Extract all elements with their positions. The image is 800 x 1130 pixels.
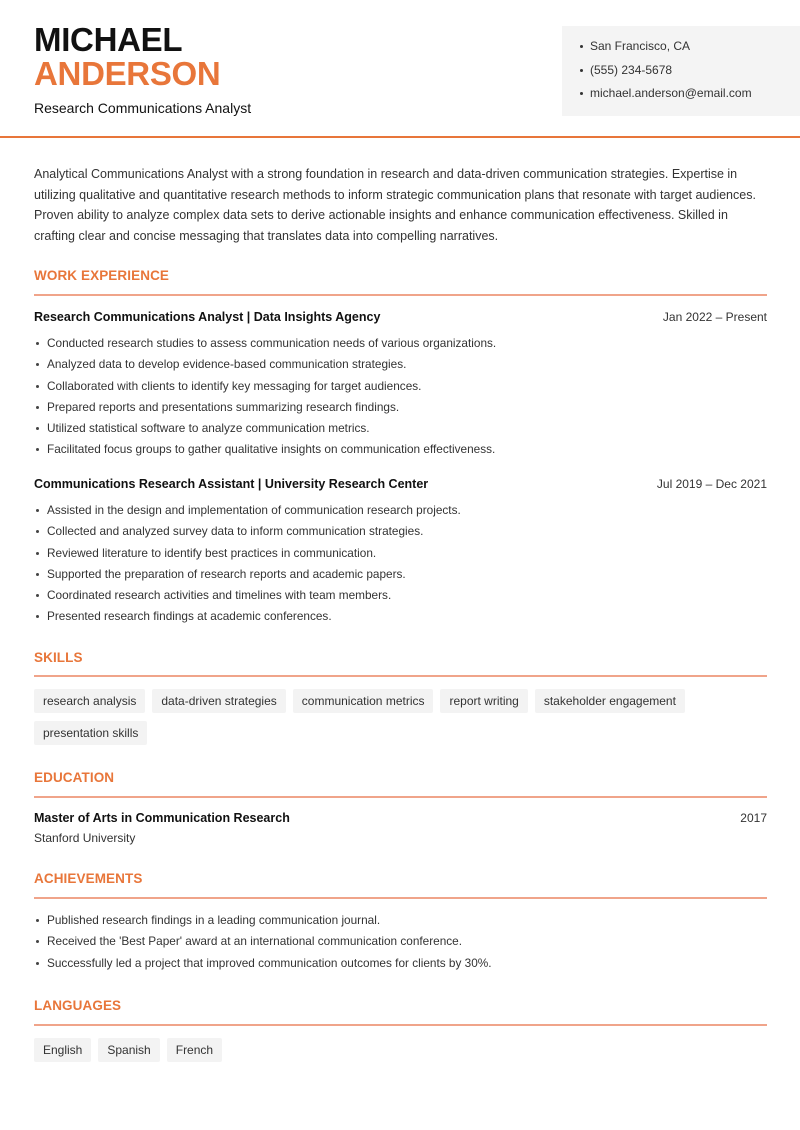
- skill-tag: communication metrics: [293, 689, 434, 713]
- section-title-skills: SKILLS: [34, 650, 83, 665]
- section-divider: [34, 675, 767, 677]
- list-item: Facilitated focus groups to gather qualitative insights on communication effectiveness.: [34, 442, 496, 463]
- list-item: Collected and analyzed survey data to inform communication strategies.: [34, 524, 461, 545]
- section-divider: [34, 897, 767, 899]
- section-divider: [34, 294, 767, 296]
- last-name: ANDERSON: [34, 55, 221, 92]
- contact-phone: (555) 234-5678: [578, 63, 800, 87]
- contact-email[interactable]: michael.anderson@email.com: [578, 86, 800, 110]
- education-header: [34, 811, 767, 829]
- resume-header: [0, 0, 800, 138]
- skill-tag: stakeholder engagement: [535, 689, 685, 713]
- job-date: Jan 2022 – Present: [662, 310, 767, 324]
- language-tag: French: [167, 1038, 222, 1062]
- contact-box: [562, 26, 800, 116]
- language-tag: English: [34, 1038, 91, 1062]
- language-tag: Spanish: [98, 1038, 159, 1062]
- list-item: Supported the preparation of research reports and academic papers.: [34, 567, 461, 588]
- skill-tag: data-driven strategies: [152, 689, 285, 713]
- candidate-name: [34, 23, 220, 91]
- job-header: [34, 477, 767, 495]
- job-bullets: [34, 503, 461, 631]
- first-name: MICHAEL: [34, 21, 183, 58]
- section-title-education: EDUCATION: [34, 770, 115, 785]
- job-title: Research Communications Analyst: [34, 100, 252, 116]
- job-bullets: [34, 336, 496, 464]
- school-name: Stanford University: [34, 831, 136, 845]
- section-title-work-experience: WORK EXPERIENCE: [34, 268, 170, 283]
- list-item: Published research findings in a leading communication journal.: [34, 913, 492, 934]
- skill-tag: report writing: [440, 689, 527, 713]
- section-divider: [34, 796, 767, 798]
- job-role: Research Communications Analyst | Data Insights Agency: [34, 310, 381, 324]
- section-divider: [34, 1024, 767, 1026]
- list-item: Successfully led a project that improved communication outcomes for clients by 30%.: [34, 956, 492, 977]
- achievements-list: [34, 913, 492, 977]
- list-item: Assisted in the design and implementation of communication research projects.: [34, 503, 461, 524]
- degree: Master of Arts in Communication Research: [34, 811, 290, 825]
- graduation-year: 2017: [740, 811, 767, 825]
- list-item: Coordinated research activities and timelines with team members.: [34, 588, 461, 609]
- section-title-languages: LANGUAGES: [34, 998, 122, 1013]
- list-item: Conducted research studies to assess communication needs of various organizations.: [34, 336, 496, 357]
- list-item: Presented research findings at academic conferences.: [34, 609, 461, 630]
- skill-tag: presentation skills: [34, 721, 147, 745]
- job-date: Jul 2019 – Dec 2021: [656, 477, 767, 491]
- list-item: Collaborated with clients to identify key messaging for target audiences.: [34, 379, 496, 400]
- languages-list: [34, 1038, 774, 1062]
- contact-location: San Francisco, CA: [578, 39, 800, 63]
- job-header: [34, 310, 767, 328]
- job-role: Communications Research Assistant | University Research Center: [34, 477, 429, 491]
- skills-list: [34, 689, 774, 745]
- section-title-achievements: ACHIEVEMENTS: [34, 871, 143, 886]
- list-item: Reviewed literature to identify best practices in communication.: [34, 546, 461, 567]
- list-item: Received the 'Best Paper' award at an international communication conference.: [34, 934, 492, 955]
- list-item: Analyzed data to develop evidence-based communication strategies.: [34, 357, 496, 378]
- summary: Analytical Communications Analyst with a strong foundation in research and data-driven communication strategies. Expertise in utilizing qualitative and quantitative research methods to inform strategic communication plans that resonate with target audiences. Proven ability to analyze complex data sets to derive actionable insights and enhance communication effectiveness. Skilled in crafting clear and concise messaging that translates data into compelling narratives.: [34, 167, 756, 243]
- list-item: Prepared reports and presentations summarizing research findings.: [34, 400, 496, 421]
- list-item: Utilized statistical software to analyze communication metrics.: [34, 421, 496, 442]
- skill-tag: research analysis: [34, 689, 145, 713]
